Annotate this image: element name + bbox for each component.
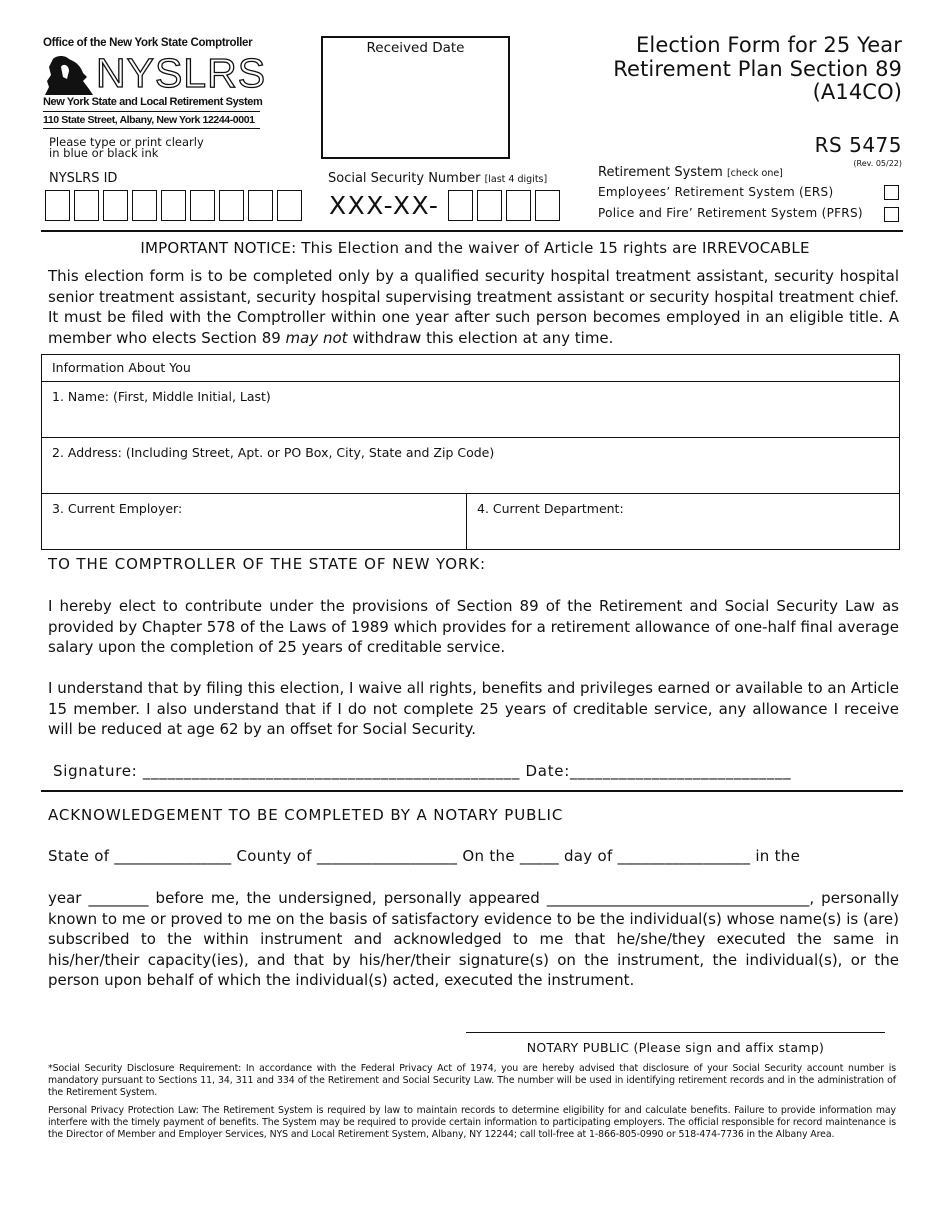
information-heading: Information About You [52, 360, 191, 375]
system-name: New York State and Local Retirement System [43, 96, 263, 108]
information-table [41, 354, 900, 550]
notary-location-line[interactable]: State of _______________ County of __________________ On the _____ day of _________________ in the [48, 847, 801, 865]
waiver-paragraph: I understand that by filing this election, I waive all rights, benefits and privileges earned or available to an Article 15 member. I also understand that if I do not complete 25 years of creditable service, any allowance I receive will be reduced at age 62 by an offset for Social Security. [48, 679, 900, 739]
retirement-system-hint: [check one] [726, 168, 783, 179]
nyslrs-id-label: NYSLRS ID [49, 171, 118, 186]
id-digit-box[interactable] [45, 190, 70, 221]
ssn-digit-box[interactable] [506, 190, 531, 221]
id-digit-box[interactable] [132, 190, 157, 221]
id-digit-box[interactable] [190, 190, 215, 221]
notary-paragraph: year ________ before me, the undersigned, personally appeared ___________________________________, personally known to me or proved to me on the basis of satisfactory evidence to be the individual(s) whose name(s) is (are) subscribed to the within instrument and acknowledged to me that he/she/they executed the same in his/her/their capacity(ies), and that by his/her/their signature(s) on the instrument, the individual(s), or the person upon behalf of which the individual(s) acted, executed the instrument. [48, 889, 899, 990]
notice-emphasis: may not [285, 328, 348, 347]
ssn-digit-box[interactable] [535, 190, 560, 221]
nyslrs-id-input[interactable] [45, 190, 306, 221]
ssn-disclosure: *Social Security Disclosure Requirement: In accordance with the Federal Privacy Act of 1974, you are hereby advised that disclosure of your Social Security account number is mandatory pursuant to Sections 11, 34, 311 and 334 of the Retirement and Social Security Law. The number will be used in identifying retirement records and in the administration of the Retirement System. [48, 1063, 896, 1099]
ink-note: Please type or print clearly [49, 135, 204, 149]
name-field[interactable] [42, 381, 899, 438]
address-label: 2. Address: (Including Street, Apt. or PO Box, City, State and Zip Code) [52, 445, 495, 460]
id-digit-box[interactable] [74, 190, 99, 221]
header-divider [43, 128, 260, 129]
address-field[interactable] [42, 437, 899, 494]
ssn-label [328, 171, 547, 186]
notice-text: This election form is to be completed only by a qualified security hospital treatment assistant, security hospital senior treatment assistant, security hospital supervising treatment assistant or security hospital treatment chief. It must be filed with the Comptroller within one year after such person becomes employed in an eligible title. A member who elects Section 89 [48, 267, 899, 347]
employer-field[interactable] [42, 494, 467, 550]
title-line: (A14CO) [812, 80, 902, 104]
notary-heading: ACKNOWLEDGEMENT TO BE COMPLETED BY A NOTARY PUBLIC [48, 806, 564, 824]
logo-text: NYSLRS [96, 50, 267, 96]
department-label: 4. Current Department: [477, 501, 624, 516]
election-paragraph: I hereby elect to contribute under the provisions of Section 89 of the Retirement and Social Security Law as provided by Chapter 578 of the Laws of 1989 which provides for a retirement allowance of one-half final average salary upon the completion of 25 years of creditable service. [48, 597, 899, 657]
notary-signature-caption: NOTARY PUBLIC (Please sign and affix stamp) [526, 1040, 825, 1055]
ssn-hint: [last 4 digits] [484, 174, 548, 185]
pfrs-option-label: Police and Fire’ Retirement System (PFRS) [598, 206, 863, 220]
form-number: RS 5475 [814, 133, 902, 157]
section-divider [41, 230, 903, 232]
id-digit-box[interactable] [103, 190, 128, 221]
ers-checkbox[interactable] [884, 185, 899, 200]
id-digit-box[interactable] [219, 190, 244, 221]
notice-text: withdraw this election at any time. [347, 328, 614, 347]
employer-label: 3. Current Employer: [52, 501, 183, 516]
retirement-system-label [598, 165, 783, 180]
header-divider [43, 111, 260, 112]
comptroller-heading: TO THE COMPTROLLER OF THE STATE OF NEW YORK: [48, 555, 486, 573]
id-digit-box[interactable] [277, 190, 302, 221]
title-line: Election Form for 25 Year [636, 33, 902, 57]
privacy-notice: Personal Privacy Protection Law: The Retirement System is required by law to maintain records to determine eligibility for and calculate benefits. Failure to provide information may interfere with the timely payment of benefits. The System may be required to provide certain information to participating employers. The official responsible for record maintenance is the Director of Member and Employer Services, NYS and Local Retirement System, Albany, NY 12244; call toll-free at 1-866-805-0990 or 518-474-7736 in the Albany Area. [48, 1105, 896, 1141]
retirement-system-title: Retirement System [598, 165, 723, 180]
ers-option-label: Employees’ Retirement System (ERS) [598, 185, 834, 199]
ssn-digit-box[interactable] [448, 190, 473, 221]
ssn-label-text: Social Security Number [328, 171, 481, 186]
employer-row [42, 493, 899, 550]
ssn-prefix: XXX-XX- [329, 191, 440, 220]
section-divider [41, 790, 903, 792]
office-name: Office of the New York State Comptroller [43, 37, 253, 49]
name-label: 1. Name: (First, Middle Initial, Last) [52, 389, 271, 404]
important-notice-heading: IMPORTANT NOTICE: This Election and the waiver of Article 15 rights are IRREVOCABLE [140, 239, 810, 257]
title-line: Retirement Plan Section 89 [613, 56, 902, 81]
system-address: 110 State Street, Albany, New York 12244-0001 [43, 114, 255, 126]
notary-signature-line[interactable] [466, 1032, 885, 1033]
id-digit-box[interactable] [161, 190, 186, 221]
ssn-input[interactable] [448, 190, 564, 221]
form-title [613, 34, 902, 105]
pfrs-checkbox[interactable] [884, 207, 899, 222]
ssn-digit-box[interactable] [477, 190, 502, 221]
department-field[interactable] [467, 494, 899, 550]
form-revision: (Rev. 05/22) [853, 159, 902, 168]
received-date-box [321, 36, 510, 159]
signature-date-field[interactable]: Signature: ______________________________________________ Date:___________________________ [53, 762, 792, 780]
received-date-label: Received Date [366, 40, 465, 56]
notice-body [48, 266, 899, 348]
ink-instructions [49, 137, 289, 159]
ink-note: in blue or black ink [49, 146, 159, 160]
id-digit-box[interactable] [248, 190, 273, 221]
